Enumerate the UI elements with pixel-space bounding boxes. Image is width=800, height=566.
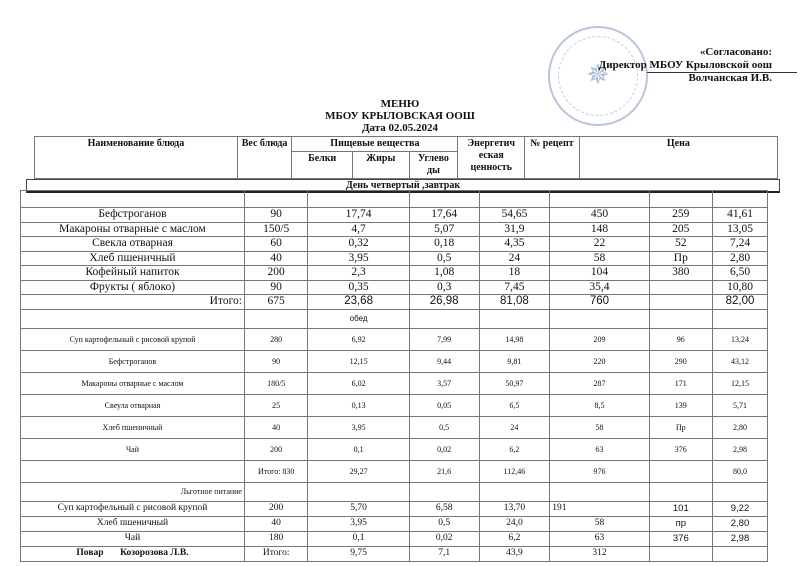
cell-recipe: Пр (649, 251, 712, 266)
cell-empty (550, 309, 649, 328)
cell-protein: 0,35 (308, 280, 409, 295)
table-row (21, 438, 768, 460)
cell-energy: 8,5 (550, 394, 649, 416)
cell-carbs: 24,0 (479, 516, 550, 531)
cell-weight: 40 (244, 251, 307, 266)
cell-recipe: 96 (649, 328, 712, 350)
header-recipe: № рецепт (525, 137, 580, 179)
cell-dish: Хлеб пшеничный (21, 251, 245, 266)
cell-weight: 180/5 (244, 372, 307, 394)
section-row-benefit (21, 482, 768, 501)
table-row (21, 531, 768, 546)
table-row (21, 280, 768, 295)
cell-carbs: 18 (479, 266, 550, 281)
cell-weight: 280 (244, 328, 307, 350)
cell-carbs: 6,2 (479, 531, 550, 546)
cell-empty (409, 191, 479, 208)
cell-empty (244, 482, 307, 501)
cell-carbs: 6,2 (479, 438, 550, 460)
table-row (21, 266, 768, 281)
cell-fat: 7,99 (409, 328, 479, 350)
cell-energy: 148 (550, 222, 649, 237)
cell-fat: 3,57 (409, 372, 479, 394)
cell-price: 2,98 (713, 438, 768, 460)
cell-protein: 0,1 (308, 531, 409, 546)
total-row (21, 295, 768, 310)
cell-protein: 23,68 (308, 295, 409, 310)
cell-energy: 58 (550, 416, 649, 438)
cell-dish: Бефстроганов (21, 350, 245, 372)
approval-line-2: Директор МБОУ Крыловской оош (598, 59, 772, 71)
cell-price: 6,50 (713, 266, 768, 281)
cell-protein: 3,95 (308, 251, 409, 266)
cell-recipe: 139 (649, 394, 712, 416)
total-label: Итого: (21, 295, 245, 310)
cell-dish: Суп картофельный с рисовой крупой (21, 328, 245, 350)
cell-empty (409, 482, 479, 501)
cell-carbs: 4,35 (479, 237, 550, 252)
approval-line-3: Волчанская И.В. (688, 72, 772, 84)
cell-recipe: 376 (649, 438, 712, 460)
cell-weight: 150/5 (244, 222, 307, 237)
section-label-lunch: обед (308, 309, 409, 328)
cell-carbs: 14,98 (479, 328, 550, 350)
cell-dish: Свеула отварная (21, 394, 245, 416)
cell-empty (308, 482, 409, 501)
menu-date: Дата 02.05.2024 (361, 122, 439, 134)
cell-weight: 675 (244, 295, 307, 310)
menu-title: МЕНЮ (380, 98, 420, 110)
cell-energy: 58 (550, 516, 649, 531)
cell-recipe: 380 (649, 266, 712, 281)
cell-protein: 0,32 (308, 237, 409, 252)
table-row (21, 328, 768, 350)
cell-empty (409, 309, 479, 328)
cell-empty (713, 309, 768, 328)
total-label: Итого: (244, 546, 307, 561)
cell-price: 5,71 (713, 394, 768, 416)
cell-price: 9,22 (713, 501, 768, 516)
cell-empty (21, 460, 245, 482)
cell-carbs: 6,5 (479, 394, 550, 416)
cell-price: 2,80 (713, 516, 768, 531)
cell-price: 13,05 (713, 222, 768, 237)
cell-carbs: 81,08 (479, 295, 550, 310)
cell-recipe: 101 (649, 501, 712, 516)
day-label: День четвертый ,завтрак (26, 179, 780, 193)
cell-fat: 0,5 (409, 416, 479, 438)
cook-signature (21, 546, 245, 561)
table-row (21, 516, 768, 531)
cell-empty (550, 482, 649, 501)
cell-empty (21, 191, 245, 208)
signature-line (647, 72, 797, 73)
cell-weight: 200 (244, 438, 307, 460)
cell-energy: 287 (550, 372, 649, 394)
cell-empty (21, 309, 245, 328)
cell-fat: 0,05 (409, 394, 479, 416)
cell-price: 13,24 (713, 328, 768, 350)
cell-energy: 104 (550, 266, 649, 281)
cell-price: 7,24 (713, 237, 768, 252)
header-price: Цена (579, 137, 777, 179)
cell-weight: 90 (244, 208, 307, 223)
table-row (21, 222, 768, 237)
cell-energy: 209 (550, 328, 649, 350)
cell-price: 41,61 (713, 208, 768, 223)
cell-carbs: 24 (479, 416, 550, 438)
cell-price: 12,15 (713, 372, 768, 394)
cell-price (713, 546, 768, 561)
cell-protein: 2,3 (308, 266, 409, 281)
menu-table (20, 190, 768, 562)
cell-dish: Суп картофельный с рисовой крупой (21, 501, 245, 516)
cell-fat: 6,58 (409, 501, 479, 516)
cell-protein: 0,13 (308, 394, 409, 416)
cell-empty (308, 191, 409, 208)
cell-empty (550, 191, 649, 208)
cell-protein: 3,95 (308, 516, 409, 531)
cell-recipe (649, 460, 712, 482)
header-protein: Белки (292, 152, 353, 179)
cell-price: 10,80 (713, 280, 768, 295)
cell-empty (713, 482, 768, 501)
cell-energy: 63 (550, 438, 649, 460)
cell-energy: 312 (550, 546, 649, 561)
cell-price: 43,12 (713, 350, 768, 372)
header-carbs: Углево ды (409, 152, 458, 179)
cell-carbs: 43,9 (479, 546, 550, 561)
cell-carbs: 24 (479, 251, 550, 266)
cell-protein: 6,02 (308, 372, 409, 394)
cell-price: 2,80 (713, 416, 768, 438)
cell-carbs: 13,70 (479, 501, 550, 516)
cell-empty (713, 191, 768, 208)
cell-fat: 0,02 (409, 438, 479, 460)
cell-recipe: 205 (649, 222, 712, 237)
cell-protein: 9,75 (308, 546, 409, 561)
cook-name: Козорозова Л.В. (120, 548, 189, 558)
emblem-icon: ✵ (586, 60, 610, 91)
header-weight: Вес блюда (237, 137, 292, 179)
cell-dish: Кофейный напиток (21, 266, 245, 281)
cell-weight: 180 (244, 531, 307, 546)
cell-recipe: 376 (649, 531, 712, 546)
approval-block (599, 46, 772, 85)
cell-empty (479, 482, 550, 501)
spacer-row (21, 191, 768, 208)
table-row (21, 237, 768, 252)
cell-price: 2,98 (713, 531, 768, 546)
cell-dish: Чай (21, 531, 245, 546)
cell-weight: 25 (244, 394, 307, 416)
cell-fat: 0,3 (409, 280, 479, 295)
cell-protein: 29,27 (308, 460, 409, 482)
cell-carbs: 9,81 (479, 350, 550, 372)
table-row (21, 394, 768, 416)
header-energy: Энергетич еская ценность (458, 137, 525, 179)
cell-energy: 58 (550, 251, 649, 266)
cell-fat: 21,6 (409, 460, 479, 482)
cell-empty (479, 191, 550, 208)
cell-empty (244, 191, 307, 208)
cell-fat: 17,64 (409, 208, 479, 223)
cell-weight: 40 (244, 516, 307, 531)
cell-dish: Бефстроганов (21, 208, 245, 223)
cell-protein: 5,70 (308, 501, 409, 516)
cell-protein: 0,1 (308, 438, 409, 460)
cell-recipe: пр (649, 516, 712, 531)
cell-dish: Хлеб пшеничный (21, 516, 245, 531)
cell-empty (649, 309, 712, 328)
cell-empty (649, 191, 712, 208)
cell-recipe: 259 (649, 208, 712, 223)
cell-dish: Чай (21, 438, 245, 460)
cell-recipe: Пр (649, 416, 712, 438)
school-name: МБОУ КРЫЛОВСКАЯ ООШ (325, 110, 475, 122)
cell-carbs: 112,46 (479, 460, 550, 482)
cell-protein: 6,92 (308, 328, 409, 350)
cell-empty (244, 309, 307, 328)
header-fat: Жиры (352, 152, 409, 179)
cell-weight: 60 (244, 237, 307, 252)
cell-fat: 0,5 (409, 516, 479, 531)
cell-recipe (649, 546, 712, 561)
cell-recipe: 290 (649, 350, 712, 372)
cell-protein: 4,7 (308, 222, 409, 237)
cell-weight: 90 (244, 350, 307, 372)
cell-empty (479, 309, 550, 328)
total-row (21, 460, 768, 482)
cell-price: 82,00 (713, 295, 768, 310)
table-row (21, 416, 768, 438)
cell-energy: 35,4 (550, 280, 649, 295)
cell-fat: 9,44 (409, 350, 479, 372)
section-label-benefit: Льготное питание (21, 482, 245, 501)
approval-line-1: «Согласовано: (699, 46, 772, 58)
cell-fat: 5,07 (409, 222, 479, 237)
cell-dish: Фрукты ( яблоко) (21, 280, 245, 295)
table-row (21, 501, 768, 516)
cell-energy: 191 (550, 501, 649, 516)
cell-energy: 63 (550, 531, 649, 546)
cell-fat: 7,1 (409, 546, 479, 561)
cell-protein: 12,15 (308, 350, 409, 372)
cell-dish: Хлеб пшеничный (21, 416, 245, 438)
cell-fat: 0,18 (409, 237, 479, 252)
header-dish: Наименование блюда (35, 137, 238, 179)
cell-recipe (649, 280, 712, 295)
total-weight: Итого: 830 (244, 460, 307, 482)
cell-recipe: 52 (649, 237, 712, 252)
cell-energy: 450 (550, 208, 649, 223)
cell-carbs: 50,97 (479, 372, 550, 394)
document-title (300, 98, 500, 134)
table-row (21, 350, 768, 372)
cell-empty (649, 482, 712, 501)
table-row (21, 251, 768, 266)
section-row-lunch (21, 309, 768, 328)
header-nutrients: Пищевые вещества (292, 137, 458, 152)
table-row (21, 208, 768, 223)
table-row (21, 372, 768, 394)
cell-carbs: 31,9 (479, 222, 550, 237)
cell-carbs: 54,65 (479, 208, 550, 223)
cell-protein: 3,95 (308, 416, 409, 438)
cell-recipe: 171 (649, 372, 712, 394)
cell-dish: Макароны отварные с маслом (21, 222, 245, 237)
cook-label: Повар (76, 548, 104, 558)
cell-energy: 220 (550, 350, 649, 372)
cell-price: 2,80 (713, 251, 768, 266)
cell-energy: 760 (550, 295, 649, 310)
cell-weight: 200 (244, 266, 307, 281)
cell-fat: 26,98 (409, 295, 479, 310)
cell-protein: 17,74 (308, 208, 409, 223)
cell-fat: 0,5 (409, 251, 479, 266)
cell-energy: 976 (550, 460, 649, 482)
cell-dish: Макароны отварные с маслом (21, 372, 245, 394)
cell-recipe (649, 295, 712, 310)
cell-energy: 22 (550, 237, 649, 252)
cell-weight: 200 (244, 501, 307, 516)
cell-weight: 90 (244, 280, 307, 295)
total-row (21, 546, 768, 561)
cell-price: 80,0 (713, 460, 768, 482)
table-header (34, 136, 778, 179)
cell-dish: Свекла отварная (21, 237, 245, 252)
cell-weight: 40 (244, 416, 307, 438)
cell-carbs: 7,45 (479, 280, 550, 295)
cell-fat: 1,08 (409, 266, 479, 281)
cell-fat: 0,02 (409, 531, 479, 546)
